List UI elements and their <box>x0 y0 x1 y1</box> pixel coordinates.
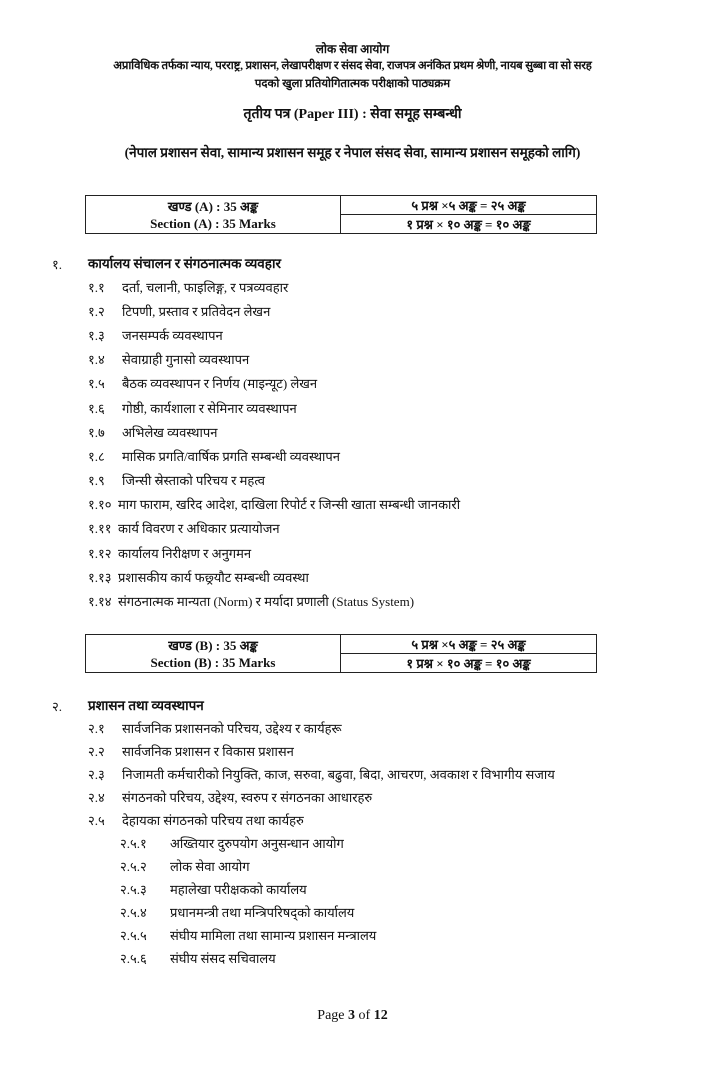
list-item: १.१२ कार्यालय निरीक्षण र अनुगमन <box>88 546 252 561</box>
syllabus-subtitle-line1: अप्राविधिक तर्फका न्याय, परराष्ट्र, प्रशासन, लेखापरीक्षण र संसद सेवा, राजपत्र अनंकित प्रथम श्रेणी, नायब सुब्बा वा सो सरह <box>113 60 592 72</box>
section-b-label-en: Section (B) : 35 Marks <box>150 654 276 670</box>
list-item: १.५ बैठक व्यवस्थापन र निर्णय (माइन्यूट) लेखन <box>88 376 318 391</box>
group-note: (नेपाल प्रशासन सेवा, सामान्य प्रशासन समूह र नेपाल संसद सेवा, सामान्य प्रशासन समूहको लागि) <box>124 145 581 160</box>
sub-list-item: २.५.२ लोक सेवा आयोग <box>120 859 250 874</box>
list-item: २.४ संगठनको परिचय, उद्देश्य, स्वरुप र संगठनका आधारहरु <box>88 790 373 805</box>
section-a-marks-table <box>85 195 597 234</box>
chapter-1-title: कार्यालय संचालन र संगठनात्मक व्यवहार <box>88 256 281 271</box>
section-a-row1: ५ प्रश्न ×५ अङ्क = २५ अङ्क <box>341 196 597 215</box>
section-b-label-np: खण्ड (B) : 35 अङ्क <box>168 637 258 653</box>
list-item: १.१३ प्रशासकीय कार्य फछ्र्यौट सम्बन्धी व्यवस्था <box>88 570 309 585</box>
syllabus-subtitle-line2: पदको खुला प्रतियोगितात्मक परीक्षाको पाठ्यक्रम <box>254 78 451 90</box>
list-item: १.६ गोष्ठी, कार्यशाला र सेमिनार व्यवस्थापन <box>88 401 297 416</box>
list-item: १.१ दर्ता, चलानी, फाइलिङ्ग, र पत्रव्यवहार <box>88 280 289 295</box>
section-b-row2: १ प्रश्न × १० अङ्क = १० अङ्क <box>341 654 597 673</box>
list-item: १.११ कार्य विवरण र अधिकार प्रत्यायोजन <box>88 521 280 536</box>
sub-list-item: २.५.५ संघीय मामिला तथा सामान्य प्रशासन मन्त्रालय <box>120 928 377 943</box>
paper-title: तृतीय पत्र (Paper III) : सेवा समूह सम्बन्धी <box>243 107 462 122</box>
section-a-label <box>86 196 341 234</box>
list-item: २.१ सार्वजनिक प्रशासनको परिचय, उद्देश्य र कार्यहरू <box>88 721 342 736</box>
list-item: १.२ टिपणी, प्रस्ताव र प्रतिवेदन लेखन <box>88 304 271 319</box>
list-item: २.५ देहायका संगठनको परिचय तथा कार्यहरु <box>88 813 304 828</box>
section-a-row2: १ प्रश्न × १० अङ्क = १० अङ्क <box>341 215 597 234</box>
list-item: १.३ जनसम्पर्क व्यवस्थापन <box>88 328 223 343</box>
organization-title: लोक सेवा आयोग <box>315 42 390 56</box>
sub-list-item: २.५.४ प्रधानमन्त्री तथा मन्त्रिपरिषद्को कार्यालय <box>120 905 355 920</box>
section-b-label <box>86 635 341 673</box>
section-b-row1: ५ प्रश्न ×५ अङ्क = २५ अङ्क <box>341 635 597 654</box>
sub-list-item: २.५.१ अख्तियार दुरुपयोग अनुसन्धान आयोग <box>120 836 344 851</box>
list-item: १.७ अभिलेख व्यवस्थापन <box>88 425 218 440</box>
list-item: १.४ सेवाग्राही गुनासो व्यवस्थापन <box>88 352 250 367</box>
chapter-2-title: प्रशासन तथा व्यवस्थापन <box>88 698 204 713</box>
list-item: १.८ मासिक प्रगति/वार्षिक प्रगति सम्बन्धी व्यवस्थापन <box>88 449 341 464</box>
page-number: Page 3 of 12 <box>317 1008 388 1023</box>
sub-list-item: २.५.३ महालेखा परीक्षकको कार्यालय <box>120 882 307 897</box>
chapter-1-number: १. <box>52 257 63 272</box>
section-a-label-np: खण्ड (A) : 35 अङ्क <box>167 198 259 214</box>
list-item: २.३ निजामती कर्मचारीको नियुक्ति, काज, सरुवा, बढुवा, बिदा, आचरण, अवकाश र विभागीय सजाय <box>88 767 555 782</box>
list-item: १.१४ संगठनात्मक मान्यता (Norm) र मर्यादा प्रणाली (Status System) <box>88 594 415 609</box>
list-item: १.१० माग फाराम, खरिद आदेश, दाखिला रिपोर्ट र जिन्सी खाता सम्बन्धी जानकारी <box>88 497 461 512</box>
section-a-label-en: Section (A) : 35 Marks <box>150 215 276 231</box>
section-b-marks-table <box>85 634 597 673</box>
list-item: २.२ सार्वजनिक प्रशासन र विकास प्रशासन <box>88 744 294 759</box>
sub-list-item: २.५.६ संघीय संसद सचिवालय <box>120 951 276 966</box>
chapter-2-number: २. <box>52 699 63 714</box>
list-item: १.९ जिन्सी स्रेस्ताको परिचय र महत्व <box>88 473 265 488</box>
